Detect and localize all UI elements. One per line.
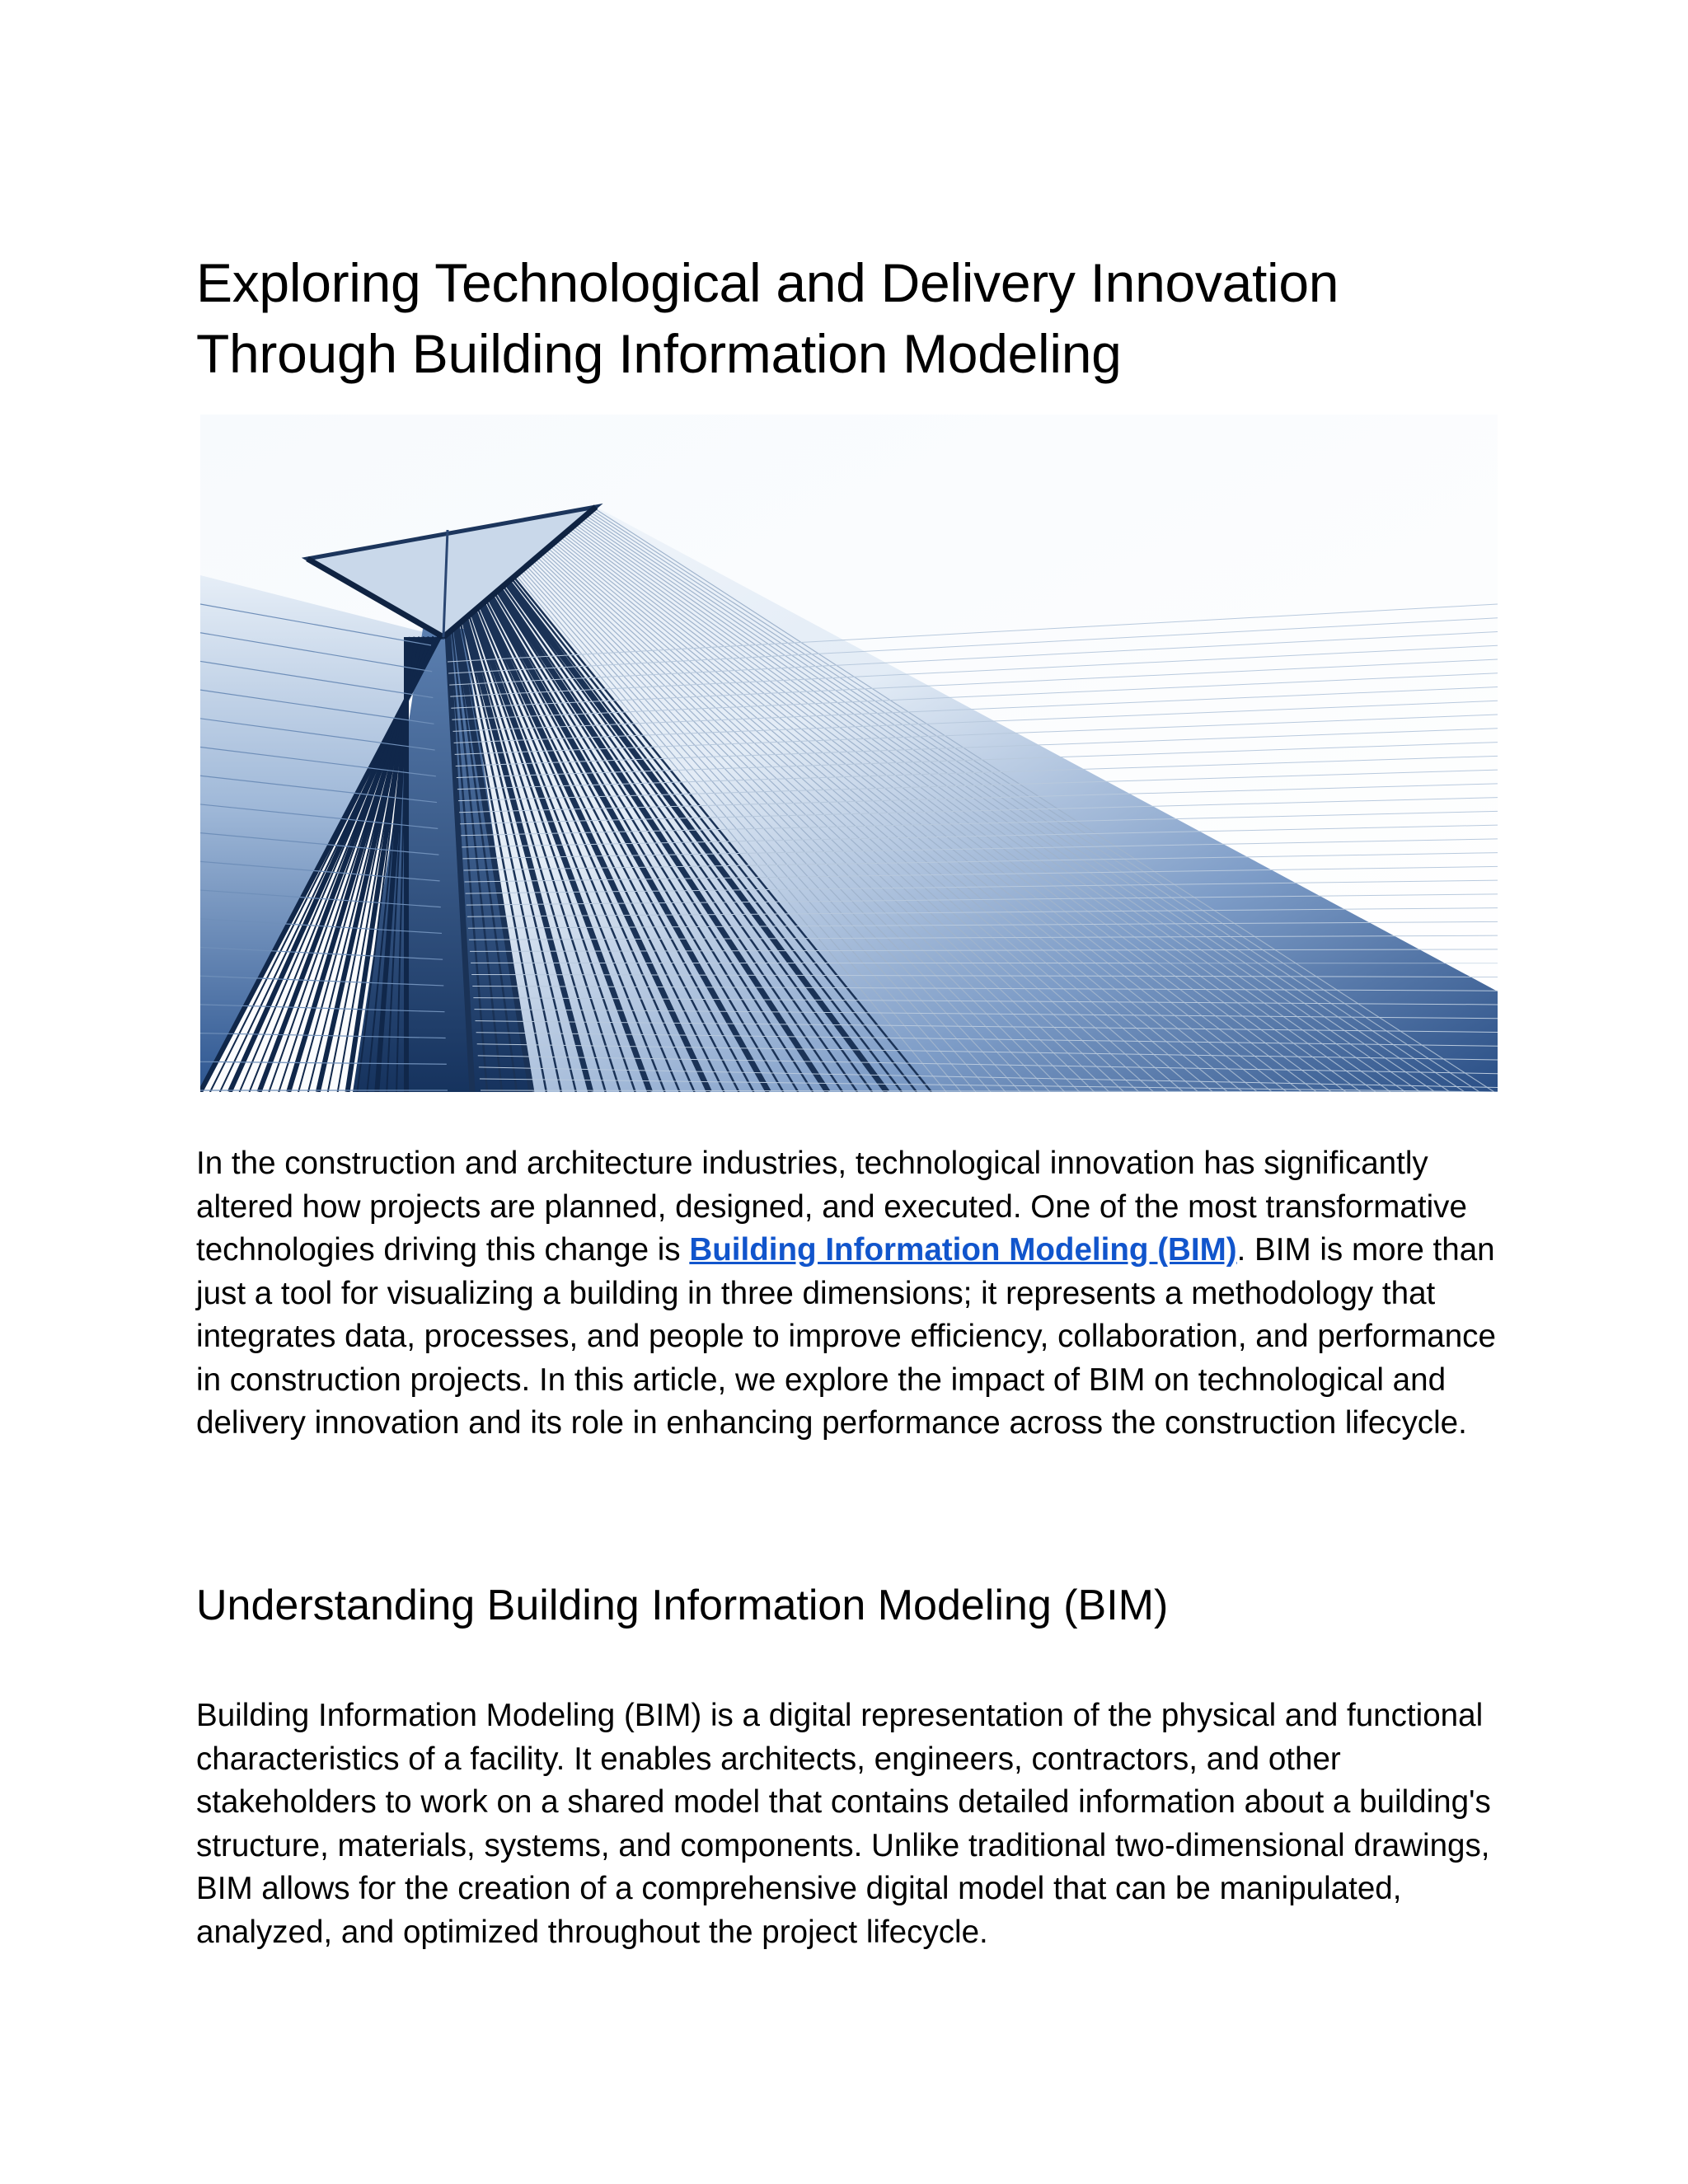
intro-text-after: . BIM is more than just a tool for visualizing a building in three dimensions; it represents a methodology that integrates data, processes, and people to improve efficiency, collaboration, and performance in construction projects. In this article, we explore the impact of BIM on technological and delivery innovation and its role in enhancing performance across the construction lifecycle.	[196, 1232, 1496, 1441]
bim-link[interactable]: Building Information Modeling (BIM)	[689, 1232, 1237, 1268]
title-line-1: Exploring Technological and Delivery Innovation	[196, 252, 1339, 313]
section-heading: Understanding Building Information Modeling (BIM)	[196, 1582, 1169, 1629]
intro-text-before: In the construction and architecture industries, technological innovation has significantly altered how projects are planned, designed, and executed. One of the most transformative technologies driving this change is	[196, 1146, 1467, 1268]
section-paragraph: Building Information Modeling (BIM) is a digital representation of the physical and functional characteristics of a facility. It enables architects, engineers, contractors, and other stakeholders to work on a shared model that contains detailed information about a building's structure, materials, systems, and components. Unlike traditional two-dimensional drawings, BIM allows for the creation of a comprehensive digital model that can be manipulated, analyzed, and optimized throughout the project lifecycle.	[196, 1698, 1491, 1950]
intro-paragraph	[196, 1142, 1515, 1446]
title-line-2: Through Building Information Modeling	[196, 323, 1122, 384]
skyscraper-photo	[200, 415, 1498, 1092]
page-title	[196, 247, 1531, 389]
